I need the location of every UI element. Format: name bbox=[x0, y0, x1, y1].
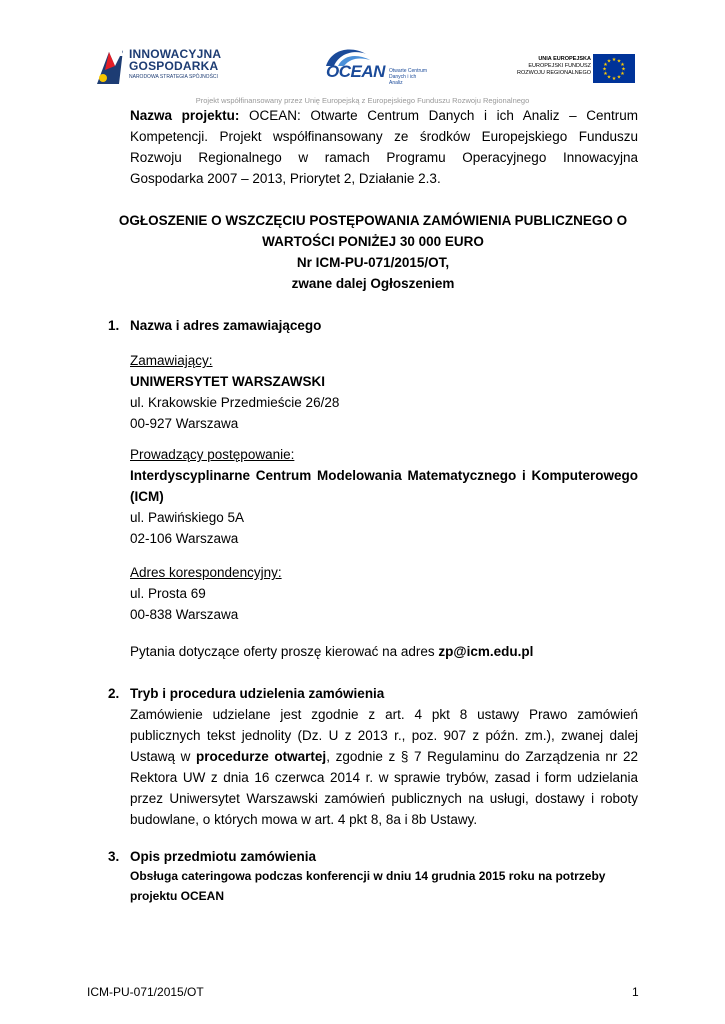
buyer-city: 00-927 Warszawa bbox=[130, 416, 239, 431]
section1-number: 1. bbox=[108, 318, 120, 333]
svg-text:★: ★ bbox=[603, 62, 608, 68]
ocean-logo bbox=[318, 46, 428, 88]
buyer-street: ul. Krakowskie Przedmieście 26/28 bbox=[130, 395, 340, 410]
title-line3: Nr ICM-PU-071/2015/OT, bbox=[296, 255, 450, 270]
eu-line1: UNIA EUROPEJSKA bbox=[538, 56, 591, 62]
title-line1: OGŁOSZENIE O WSZCZĘCIU POSTĘPOWANIA ZAMÓWIENIA PUBLICZNEGO O bbox=[118, 213, 628, 228]
section2-text-bold: procedurze otwartej bbox=[196, 749, 327, 764]
ig-line1: INNOWACYJNA bbox=[129, 47, 222, 61]
svg-text:★: ★ bbox=[621, 66, 626, 73]
correspondence-city: 00-838 Warszawa bbox=[130, 607, 239, 622]
eu-line2: EUROPEJSKI FUNDUSZ bbox=[528, 63, 591, 69]
section2-number: 2. bbox=[108, 686, 120, 701]
conductor-street: ul. Pawińskiego 5A bbox=[130, 510, 245, 525]
ocean-sub1: Otwarte Centrum bbox=[389, 68, 428, 74]
innowacyjna-gospodarka-logo bbox=[93, 44, 233, 90]
section3-number: 3. bbox=[108, 849, 120, 864]
svg-text:★: ★ bbox=[616, 74, 622, 81]
buyer-block bbox=[130, 350, 638, 434]
page-number: 1 bbox=[632, 985, 639, 999]
svg-text:★: ★ bbox=[606, 58, 612, 65]
ig-line2: GOSPODARKA bbox=[129, 59, 219, 73]
ocean-sub2: Danych i ich Analiz bbox=[389, 74, 417, 86]
eu-line3: ROZWOJU REGIONALNEGO bbox=[517, 70, 591, 76]
conductor-city: 02-106 Warszawa bbox=[130, 531, 239, 546]
questions-email[interactable]: zp@icm.edu.pl bbox=[438, 644, 534, 659]
conductor-name-2: (ICM) bbox=[130, 489, 164, 504]
section3-description bbox=[130, 866, 638, 906]
conductor-name-1: Interdyscyplinarne Centrum Modelowania Matematycznego i Komputerowego bbox=[130, 468, 638, 483]
svg-text:★: ★ bbox=[616, 58, 622, 65]
svg-text:★: ★ bbox=[603, 71, 608, 77]
section2-text-a: Zamówienie udzielane jest zgodnie z art. 4 pkt 8 ustawy Prawo zamówień publicznych tekst jednolity (Dz. U z 2013 r., poz. 907 z późn. zm.), zwanej dalej Ustawą w bbox=[130, 707, 638, 764]
correspondence-label: Adres korespondencyjny: bbox=[130, 565, 282, 580]
eu-logo bbox=[500, 54, 635, 84]
eu-flag-icon bbox=[593, 54, 635, 83]
questions-line bbox=[130, 641, 638, 662]
svg-text:★: ★ bbox=[620, 71, 625, 77]
title-line4: zwane dalej Ogłoszeniem bbox=[291, 276, 455, 291]
buyer-label: Zamawiający: bbox=[130, 353, 213, 368]
correspondence-block bbox=[130, 562, 638, 625]
project-paragraph bbox=[130, 105, 638, 189]
svg-text:★: ★ bbox=[606, 74, 612, 81]
ig-sub: NARODOWA STRATEGIA SPÓJNOŚCI bbox=[129, 74, 218, 80]
section3-heading: Opis przedmiotu zamówienia bbox=[130, 849, 317, 864]
svg-text:★: ★ bbox=[620, 62, 625, 68]
svg-text:★: ★ bbox=[602, 66, 607, 73]
cofinancing-note: Projekt współfinansowany przez Unię Europejską z Europejskiego Funduszu Rozwoju Regionalnego bbox=[195, 96, 530, 105]
section1-heading: Nazwa i adres zamawiającego bbox=[130, 318, 322, 333]
project-label: Nazwa projektu: bbox=[130, 108, 240, 123]
section2-text-b: , zgodnie z § 7 Regulaminu do Zarządzenia nr 22 Rektora UW z dnia 16 czerwca 2014 r. w sprawie trybów, zasad i form udzielania przez Uniwersytet Warszawski zamówień publicznych na usługi, dostawy i roboty budowlane, o których mowa w art. 4 pkt 8, 8a i 8b Ustawy. bbox=[130, 749, 638, 827]
questions-text: Pytania dotyczące oferty proszę kierować na adres bbox=[130, 644, 439, 659]
svg-text:★: ★ bbox=[611, 76, 617, 82]
section2-paragraph bbox=[130, 704, 638, 830]
section3-text-1: Obsługa cateringowa podczas konferencji w dniu 14 grudnia 2015 roku na potrzeby bbox=[130, 869, 606, 883]
buyer-name: UNIWERSYTET WARSZAWSKI bbox=[130, 374, 325, 389]
footer-reference: ICM-PU-071/2015/OT bbox=[87, 985, 204, 999]
ig-emblem-icon bbox=[93, 44, 127, 88]
project-text: OCEAN: Otwarte Centrum Danych i ich Analiz – Centrum Kompetencji. Projekt współfinansowany ze środków Europejskiego Funduszu Rozwoju Regionalnego w ramach Programu Operacyjnego Innowacyjna Gospodarka 2007 – 2013, Priorytet 2, Działanie 2.3. bbox=[130, 108, 638, 186]
conductor-label: Prowadzący postępowanie: bbox=[130, 447, 295, 462]
conductor-block bbox=[130, 444, 638, 549]
svg-text:★: ★ bbox=[611, 57, 617, 63]
section2-heading: Tryb i procedura udzielenia zamówienia bbox=[130, 686, 385, 701]
title-line2: WARTOŚCI PONIŻEJ 30 000 EURO bbox=[262, 234, 484, 249]
correspondence-street: ul. Prosta 69 bbox=[130, 586, 206, 601]
section3-text-2: projektu OCEAN bbox=[130, 889, 225, 903]
ocean-wordmark: OCEAN bbox=[326, 62, 385, 81]
notice-title bbox=[108, 210, 638, 294]
